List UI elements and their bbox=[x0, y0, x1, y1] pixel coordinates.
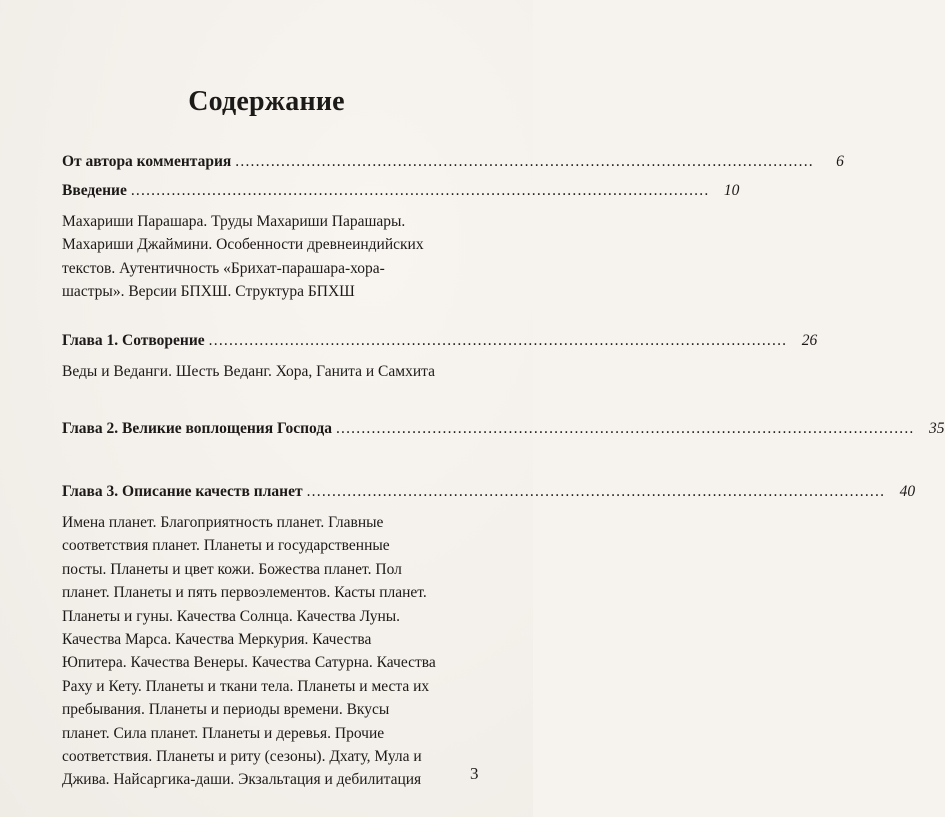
leader-dots: .................................................................................................................. bbox=[335, 420, 915, 437]
description-line: Планеты и гуны. Качества Солнца. Качества Луны. bbox=[62, 607, 401, 625]
toc-entry-chapter-3 bbox=[62, 483, 916, 505]
toc-entry-description bbox=[62, 360, 472, 383]
description-line: Веды и Веданги. Шесть Веданг. Хора, Ганита и Самхита bbox=[62, 363, 435, 380]
toc-entry-label: Глава 2. Великие воплощения Господа bbox=[62, 420, 332, 437]
toc-entry-chapter-1 bbox=[62, 332, 818, 354]
page-number: 3 bbox=[470, 764, 479, 783]
description-line: Имена планет. Благоприятность планет. Главные bbox=[62, 514, 384, 531]
description-line: соответствия. Планеты и риту (сезоны). Дхату, Мула и bbox=[62, 748, 422, 766]
leader-dots: .................................................................................................................. bbox=[235, 153, 814, 170]
leader-dots: .................................................................................................................. bbox=[130, 182, 710, 199]
description-line: Качества Марса. Качества Меркурия. Качества bbox=[62, 631, 372, 649]
leader-dots: .................................................................................................................. bbox=[208, 332, 788, 349]
toc-entry-page: 35 bbox=[929, 420, 945, 437]
toc-entry-introduction bbox=[62, 182, 740, 204]
description-line: пребывания. Планеты и периоды времени. Вкусы bbox=[62, 701, 390, 719]
description-line: соответствия планет. Планеты и государственные bbox=[62, 537, 390, 555]
description-line: Юпитера. Качества Венеры. Качества Сатурна. Качества bbox=[62, 654, 436, 672]
toc-entry-label: От автора комментария bbox=[62, 153, 232, 170]
description-line: Джива. Найсаргика-даши. Экзальтация и дебилитация bbox=[62, 771, 422, 789]
toc-entry-page: 40 bbox=[899, 483, 916, 500]
description-line: текстов. Аутентичность «Брихат-парашара-хора- bbox=[62, 259, 385, 277]
toc-entry-label: Глава 3. Описание качеств планет bbox=[62, 483, 303, 500]
description-line: шастры». Версии БПХШ. Структура БПХШ bbox=[62, 283, 355, 301]
toc-entry-chapter-2 bbox=[62, 420, 945, 442]
leader-dots: .................................................................................................................. bbox=[306, 483, 886, 500]
description-line: Махариши Парашара. Труды Махариши Парашары. bbox=[62, 213, 406, 230]
toc-entry-description bbox=[62, 511, 472, 792]
description-line: посты. Планеты и цвет кожи. Божества планет. Пол bbox=[62, 560, 402, 578]
toc-entry-label: Глава 1. Сотворение bbox=[62, 332, 205, 349]
page-title: Содержание bbox=[188, 86, 345, 117]
toc-entry-description bbox=[62, 210, 472, 304]
toc-entry-page: 26 bbox=[801, 332, 818, 349]
toc-entry-from-author bbox=[62, 153, 844, 175]
description-line: планет. Планеты и пять первоэлементов. Касты планет. bbox=[62, 584, 427, 602]
toc-entry-page: 6 bbox=[836, 153, 844, 170]
description-line: Раху и Кету. Планеты и ткани тела. Планеты и места их bbox=[62, 677, 430, 695]
description-line: Махариши Джаймини. Особенности древнеиндийских bbox=[62, 236, 424, 254]
toc-entry-page: 10 bbox=[723, 182, 740, 199]
toc-entry-label: Введение bbox=[62, 182, 127, 199]
description-line: планет. Сила планет. Планеты и деревья. Прочие bbox=[62, 724, 385, 742]
